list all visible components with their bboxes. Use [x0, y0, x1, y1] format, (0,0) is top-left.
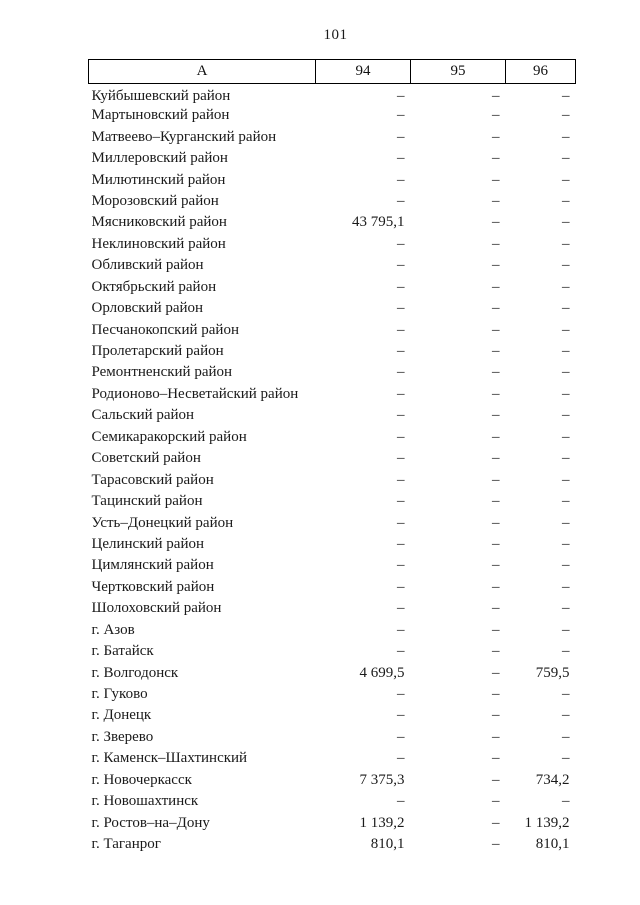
value-96: – — [562, 578, 570, 595]
table-row — [89, 319, 576, 340]
value-95: – — [492, 300, 500, 317]
table-row — [89, 620, 576, 641]
value-96: – — [562, 128, 570, 145]
value-94: – — [397, 128, 405, 145]
value-96: – — [562, 278, 570, 295]
table-row — [89, 512, 576, 533]
row-label: г. Каменск–Шахтинский — [91, 750, 248, 767]
value-95: – — [492, 171, 500, 188]
value-95: – — [492, 343, 500, 360]
table-row — [89, 534, 576, 555]
value-94: – — [397, 364, 405, 381]
value-96: – — [562, 107, 570, 124]
value-94: – — [397, 107, 405, 124]
value-95: – — [492, 471, 500, 488]
row-label: Усть–Донецкий район — [91, 514, 234, 531]
value-96: 1 139,2 — [524, 814, 570, 831]
value-95: – — [492, 192, 500, 209]
value-94: – — [397, 450, 405, 467]
value-95: – — [492, 385, 500, 402]
value-94: – — [397, 535, 405, 552]
value-96: – — [562, 300, 570, 317]
value-95: – — [492, 686, 500, 703]
row-label: Миллеровский район — [91, 150, 228, 167]
row-label: Песчанокопский район — [91, 321, 239, 338]
value-94: – — [397, 557, 405, 574]
value-96: – — [562, 364, 570, 381]
value-95: – — [492, 664, 500, 681]
value-96: – — [562, 707, 570, 724]
value-94: – — [397, 407, 405, 424]
table-row — [89, 405, 576, 426]
value-94: 4 699,5 — [359, 664, 405, 681]
value-96: – — [562, 793, 570, 810]
row-label: г. Новошахтинск — [91, 793, 199, 810]
value-96: – — [562, 471, 570, 488]
value-95: – — [492, 407, 500, 424]
value-95: – — [492, 450, 500, 467]
table-row — [89, 126, 576, 147]
value-94: 43 795,1 — [352, 214, 405, 231]
value-95: – — [492, 836, 500, 853]
header-cell-95: 95 — [411, 60, 506, 84]
value-95: – — [492, 535, 500, 552]
value-94: – — [397, 750, 405, 767]
table-row — [89, 277, 576, 298]
table-row — [89, 598, 576, 619]
value-95: – — [492, 771, 500, 788]
value-96: – — [562, 728, 570, 745]
value-94: 7 375,3 — [359, 771, 405, 788]
table-row — [89, 105, 576, 126]
row-label: г. Таганрог — [91, 836, 161, 853]
row-label: Октябрьский район — [91, 278, 217, 295]
table-row — [89, 555, 576, 576]
row-label: Семикаракорский район — [91, 428, 247, 445]
row-label: Неклиновский район — [91, 235, 226, 252]
table-row — [89, 191, 576, 212]
table-row — [89, 362, 576, 383]
value-96: – — [562, 643, 570, 660]
table-row — [89, 84, 576, 106]
value-96: – — [562, 407, 570, 424]
header-cell-94: 94 — [316, 60, 411, 84]
value-95: – — [492, 107, 500, 124]
value-94: – — [397, 235, 405, 252]
value-96: 810,1 — [535, 836, 570, 853]
value-94: – — [397, 514, 405, 531]
table-header — [89, 60, 576, 84]
value-94: – — [397, 88, 405, 104]
value-95: – — [492, 235, 500, 252]
value-96: – — [562, 171, 570, 188]
value-96: – — [562, 321, 570, 338]
row-label: г. Ростов–на–Дону — [91, 814, 210, 831]
value-94: – — [397, 793, 405, 810]
value-96: – — [562, 493, 570, 510]
value-95: – — [492, 707, 500, 724]
value-95: – — [492, 493, 500, 510]
table-row — [89, 662, 576, 683]
value-96: – — [562, 686, 570, 703]
table-row — [89, 491, 576, 512]
value-95: – — [492, 150, 500, 167]
row-label: г. Батайск — [91, 643, 154, 660]
row-label: Сальский район — [91, 407, 195, 424]
value-94: – — [397, 257, 405, 274]
table-row — [89, 384, 576, 405]
value-96: – — [562, 343, 570, 360]
value-94: – — [397, 385, 405, 402]
value-96: – — [562, 514, 570, 531]
row-label: Куйбышевский район — [91, 88, 231, 104]
value-95: – — [492, 278, 500, 295]
table-row — [89, 234, 576, 255]
value-94: – — [397, 278, 405, 295]
value-96: – — [562, 557, 570, 574]
row-label: Тарасовский район — [91, 471, 214, 488]
value-95: – — [492, 793, 500, 810]
row-label: г. Азов — [91, 621, 135, 638]
value-96: – — [562, 600, 570, 617]
table-header-row — [89, 60, 576, 84]
table-row — [89, 298, 576, 319]
value-95: – — [492, 621, 500, 638]
value-95: – — [492, 750, 500, 767]
row-label: Пролетарский район — [91, 343, 224, 360]
value-94: – — [397, 600, 405, 617]
value-95: – — [492, 557, 500, 574]
row-label: г. Новочеркасск — [91, 771, 192, 788]
table-row — [89, 748, 576, 769]
row-label: г. Волгодонск — [91, 664, 179, 681]
value-94: – — [397, 686, 405, 703]
table-row — [89, 812, 576, 833]
table-row — [89, 427, 576, 448]
value-96: – — [562, 750, 570, 767]
value-94: – — [397, 643, 405, 660]
table-row — [89, 148, 576, 169]
value-94: – — [397, 707, 405, 724]
row-label: г. Гуково — [91, 686, 148, 703]
row-label: Морозовский район — [91, 192, 219, 209]
value-95: – — [492, 214, 500, 231]
table-row — [89, 255, 576, 276]
row-label: Советский район — [91, 450, 201, 467]
value-96: 759,5 — [535, 664, 570, 681]
value-95: – — [492, 428, 500, 445]
table-row — [89, 169, 576, 190]
table-row — [89, 641, 576, 662]
row-label: Родионово–Несветайский район — [91, 385, 299, 402]
table-row — [89, 448, 576, 469]
value-96: – — [562, 214, 570, 231]
table-row — [89, 469, 576, 490]
row-label: Матвеево–Курганский район — [91, 128, 277, 145]
value-95: – — [492, 364, 500, 381]
value-94: 1 139,2 — [359, 814, 405, 831]
value-95: – — [492, 88, 500, 104]
value-95: – — [492, 728, 500, 745]
row-label: Шолоховский район — [91, 600, 222, 617]
header-cell-a: А — [89, 60, 316, 84]
value-96: – — [562, 257, 570, 274]
value-96: – — [562, 88, 570, 104]
value-96: – — [562, 428, 570, 445]
value-96: – — [562, 385, 570, 402]
value-95: – — [492, 578, 500, 595]
value-94: – — [397, 621, 405, 638]
value-94: – — [397, 728, 405, 745]
value-94: – — [397, 192, 405, 209]
value-95: – — [492, 643, 500, 660]
table-row — [89, 727, 576, 748]
row-label: Ремонтненский район — [91, 364, 233, 381]
value-96: – — [562, 621, 570, 638]
row-label: Обливский район — [91, 257, 204, 274]
row-label: Целинский район — [91, 535, 204, 552]
value-96: – — [562, 235, 570, 252]
table-row — [89, 212, 576, 233]
value-96: – — [562, 150, 570, 167]
value-95: – — [492, 600, 500, 617]
table-body — [89, 84, 576, 856]
row-label: Милютинский район — [91, 171, 226, 188]
table-row — [89, 705, 576, 726]
row-label: Чертковский район — [91, 578, 215, 595]
value-96: – — [562, 535, 570, 552]
row-label: Мартыновский район — [91, 107, 230, 124]
row-label: г. Донецк — [91, 707, 152, 724]
row-label: Орловский район — [91, 300, 204, 317]
table-row — [89, 770, 576, 791]
table-row — [89, 791, 576, 812]
value-94: – — [397, 300, 405, 317]
row-label: г. Зверево — [91, 728, 154, 745]
table-row — [89, 684, 576, 705]
value-94: – — [397, 471, 405, 488]
table-row — [89, 341, 576, 362]
value-94: – — [397, 493, 405, 510]
table-row — [89, 834, 576, 855]
page-number: 101 — [323, 27, 348, 43]
value-95: – — [492, 128, 500, 145]
value-96: 734,2 — [535, 771, 570, 788]
row-label: Мясниковский район — [91, 214, 227, 231]
value-95: – — [492, 321, 500, 338]
value-96: – — [562, 192, 570, 209]
value-94: – — [397, 343, 405, 360]
table-row — [89, 577, 576, 598]
row-label: Цимлянский район — [91, 557, 214, 574]
value-94: 810,1 — [370, 836, 405, 853]
value-94: – — [397, 428, 405, 445]
value-95: – — [492, 814, 500, 831]
statistics-table — [88, 59, 576, 855]
value-95: – — [492, 514, 500, 531]
value-96: – — [562, 450, 570, 467]
value-94: – — [397, 578, 405, 595]
value-94: – — [397, 171, 405, 188]
value-94: – — [397, 321, 405, 338]
row-label: Тацинский район — [91, 493, 203, 510]
value-94: – — [397, 150, 405, 167]
value-95: – — [492, 257, 500, 274]
header-cell-96: 96 — [506, 60, 576, 84]
